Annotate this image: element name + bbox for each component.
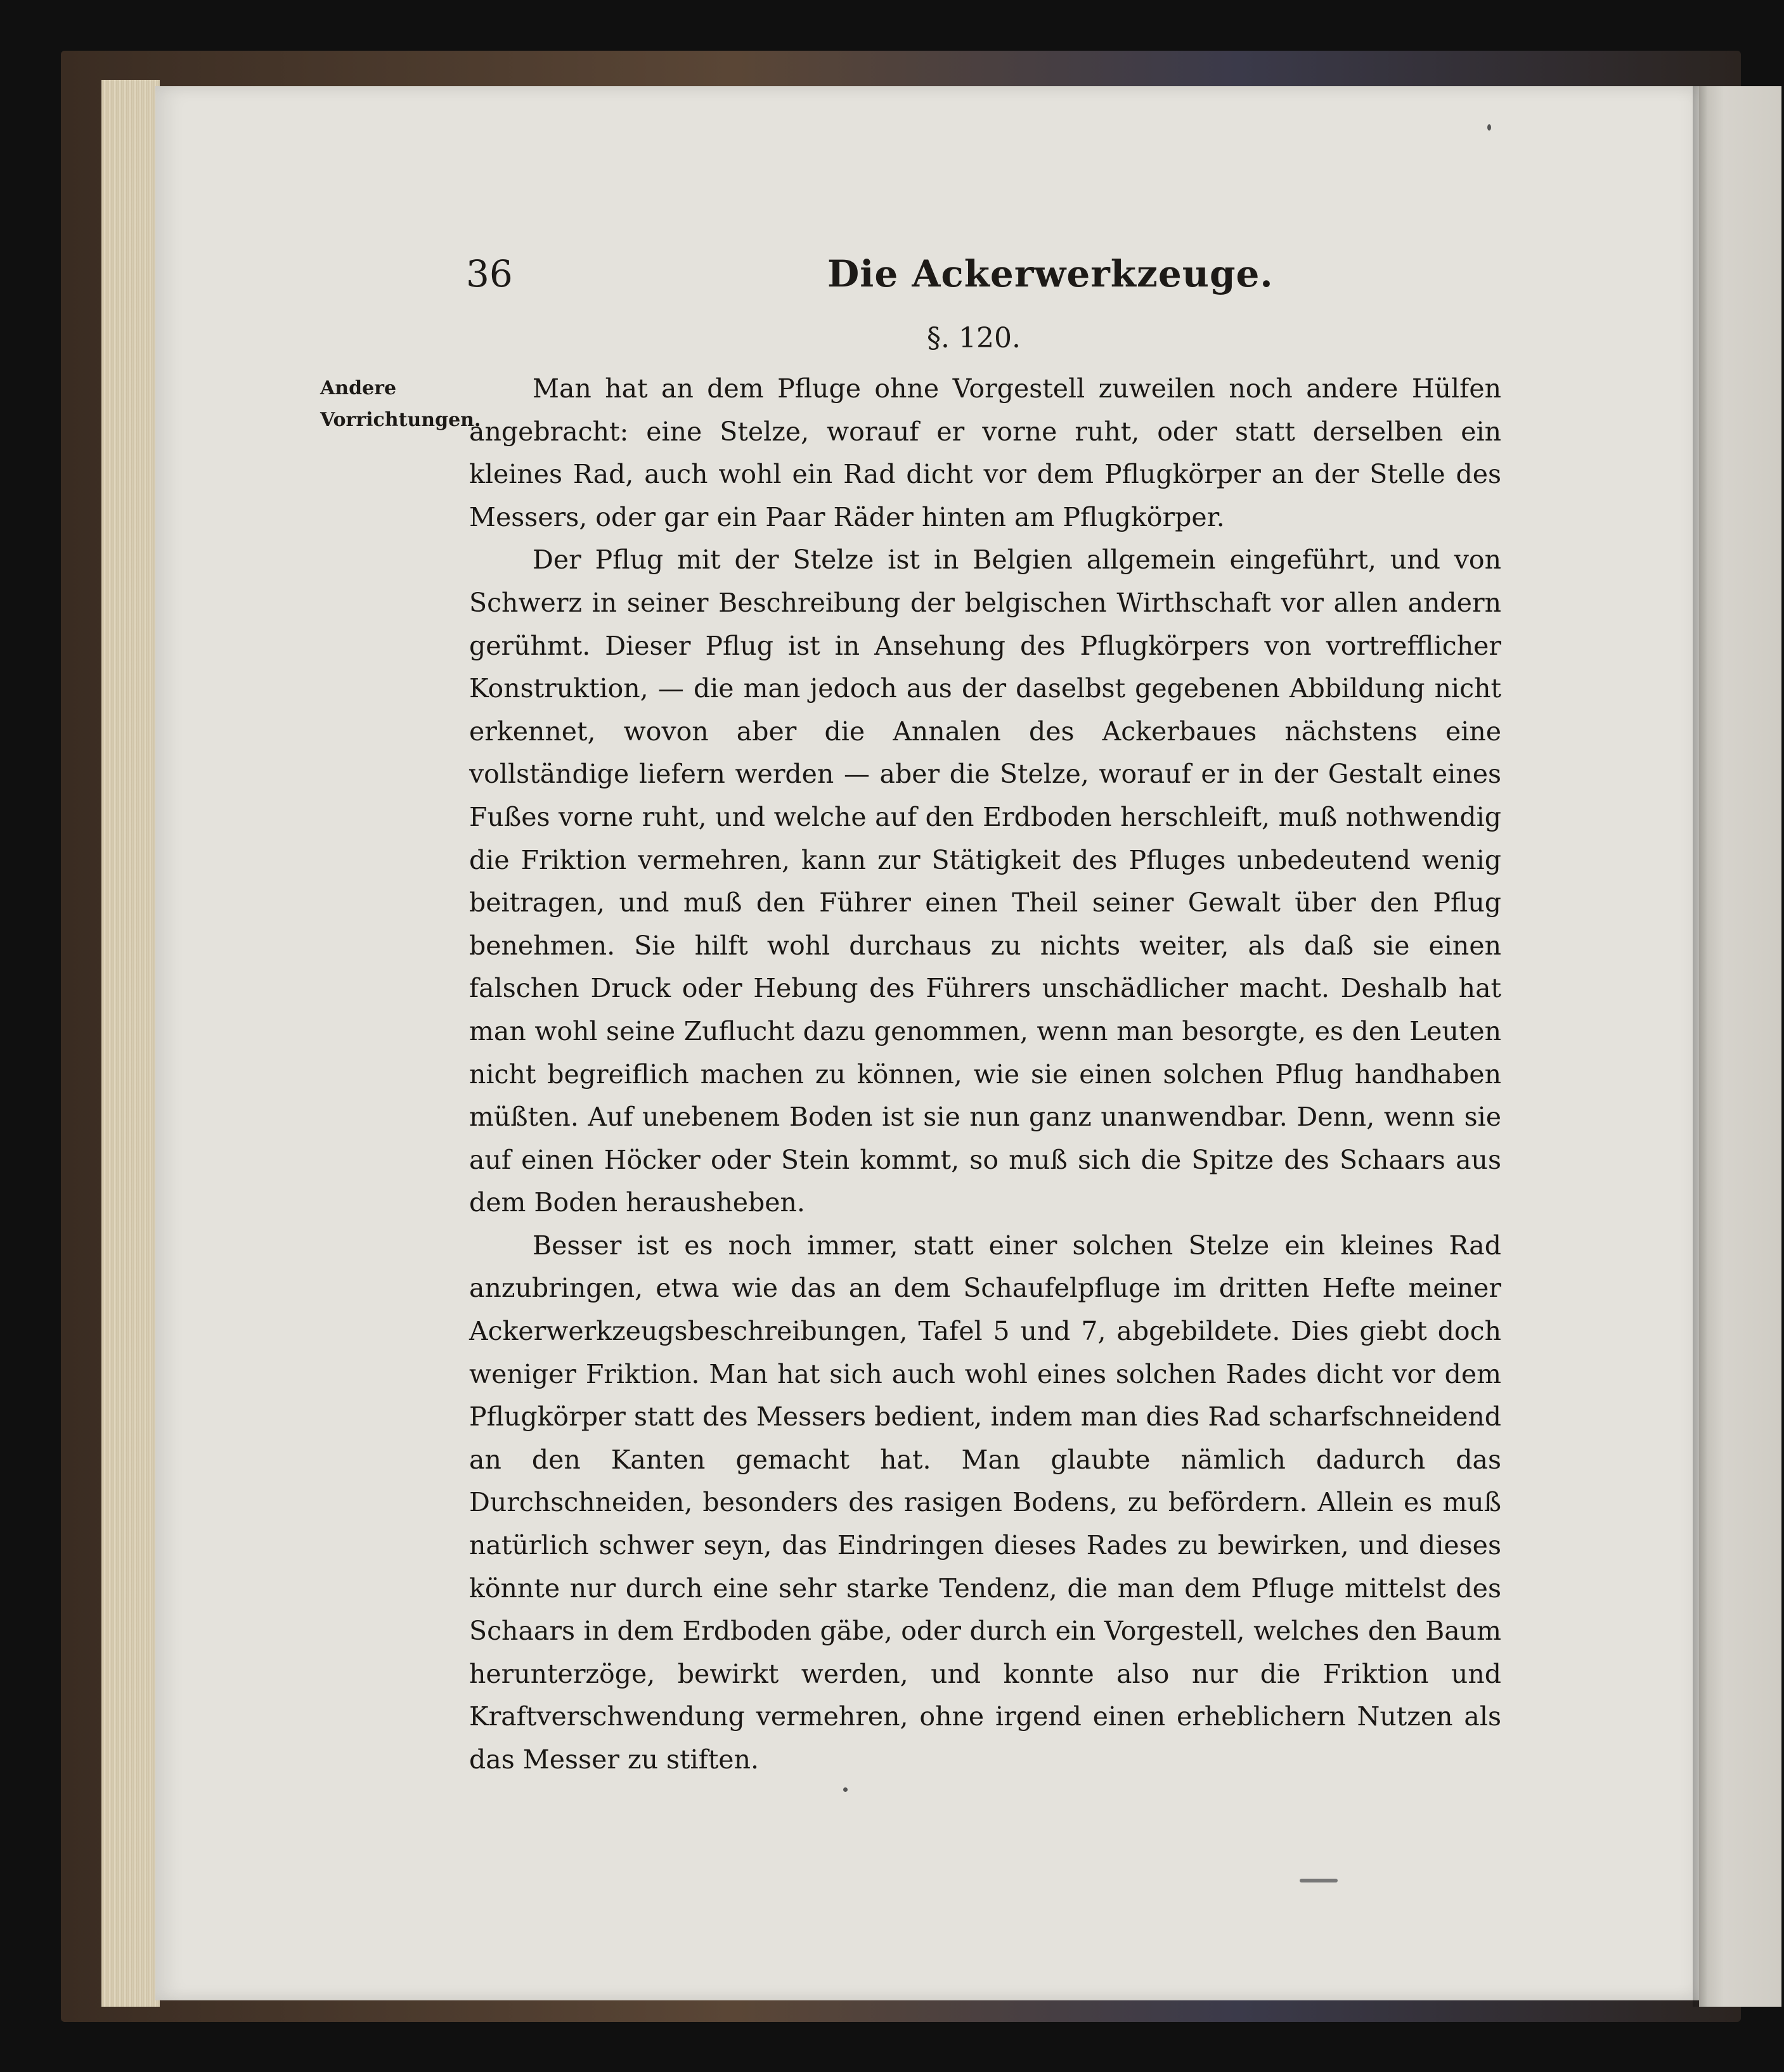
page-edges <box>101 80 160 2007</box>
section-number: §. 120. <box>927 322 1021 354</box>
body-text <box>469 368 1501 1782</box>
running-title: Die Ackerwerkzeuge. <box>827 252 1274 295</box>
paragraph-3: Besser ist es noch immer, statt einer solchen Stelze ein kleines Rad anzubringen, etwa wie das an dem Schaufelpfluge im dritten Hefte meiner Ackerwerkzeugsbeschreibungen, Tafel 5 und 7, abgebildete. Dies giebt doch weniger Friktion. Man hat sich auch wohl eines solchen Rades dicht vor dem Pflugkörper statt des Messers bedient, indem man dies Rad scharfschneidend an den Kanten gemacht hat. Man glaubte nämlich dadurch das Durchschneiden, besonders des rasigen Bodens, zu befördern. Allein es muß natürlich schwer seyn, das Eindringen dieses Rades zu bewirken, und dieses könnte nur durch eine sehr starke Tendenz, die man dem Pfluge mittelst des Schaars in dem Erdboden gäbe, oder durch ein Vorgestell, welches den Baum herunterzöge, bewirkt werden, und konnte also nur die Friktion und Kraftverschwendung vermehren, ohne irgend einen erheblichern Nutzen als das Messer zu stiften. <box>469 1230 1501 1775</box>
page-gutter-shadow <box>1693 86 1708 2007</box>
paper-speck <box>1487 124 1491 131</box>
margin-note: Andere Vorrichtungen. <box>320 377 481 431</box>
page-number: 36 <box>466 252 513 295</box>
paper-speck <box>1300 1879 1338 1882</box>
paragraph-2: Der Pflug mit der Stelze ist in Belgien allgemein eingeführt, und von Schwerz in seiner Beschreibung der belgischen Wirthschaft vor allen andern gerühmt. Dieser Pflug ist in Ansehung des Pflugkörpers von vortrefflicher Konstruktion, — die man jedoch aus der daselbst gegebenen Abbildung nicht erkennet, wovon aber die Annalen des Ackerbaues nächstens eine vollständige liefern werden — aber die Stelze, worauf er in der Gestalt eines Fußes vorne ruht, und welche auf den Erdboden herschleift, muß nothwendig die Friktion vermehren, kann zur Stätigkeit des Pfluges unbedeutend wenig beitragen, und muß den Führer einen Theil seiner Gewalt über den Pflug benehmen. Sie hilft wohl durchaus zu nichts weiter, als daß sie einen falschen Druck oder Hebung des Führers unschädlicher macht. Deshalb hat man wohl seine Zuflucht dazu genommen, wenn man besorgte, es den Leuten nicht begreiflich machen zu können, wie sie einen solchen Pflug handhaben müßten. Auf unebenem Boden ist sie nun ganz unanwendbar. Denn, wenn sie auf einen Höcker oder Stein kommt, so muß sich die Spitze des Schaars aus dem Boden herausheben. <box>469 544 1501 1218</box>
page-header <box>466 252 1274 303</box>
paragraph-1: Man hat an dem Pfluge ohne Vorgestell zuweilen noch andere Hülfen angebracht: eine Stelze, worauf er vorne ruht, oder statt derselben ein kleines Rad, auch wohl ein Rad dicht vor dem Pflugkörper an der Stelle des Messers, oder gar ein Paar Räder hinten am Pflugkörper. <box>469 373 1501 532</box>
paper-speck <box>843 1787 848 1792</box>
facing-page-edge <box>1699 86 1781 2007</box>
